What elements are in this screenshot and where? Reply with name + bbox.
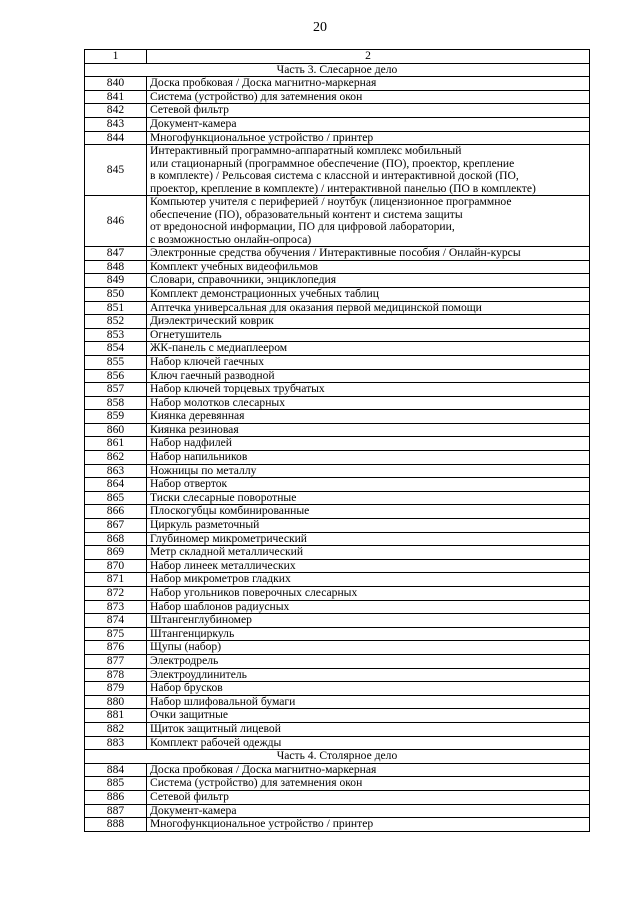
item-name-line: Комплект демонстрационных учебных таблиц (150, 287, 379, 300)
item-name-line: Плоскогубцы комбинированные (150, 504, 310, 518)
item-name-line: Очки защитные (150, 708, 229, 722)
item-number: 853 (85, 328, 147, 342)
item-name (147, 369, 590, 383)
table-row (85, 478, 590, 492)
item-name (147, 763, 590, 777)
item-name-line: Диэлектрический коврик (150, 314, 274, 328)
table-row (85, 532, 590, 546)
table-row (85, 464, 590, 478)
item-name (147, 451, 590, 465)
table-row (85, 709, 590, 723)
table-row (85, 668, 590, 682)
item-name-line: Электроудлинитель (150, 668, 247, 681)
item-name-line: Электронные средства обучения / Интерактивные пособия / Онлайн-курсы (150, 246, 521, 260)
table-row (85, 804, 590, 818)
item-name-line: Многофункциональное устройство / принтер (150, 131, 374, 144)
table-row (85, 196, 590, 247)
item-name (147, 104, 590, 118)
item-name (147, 519, 590, 533)
item-name (147, 695, 590, 709)
item-name (147, 559, 590, 573)
item-name-line: Набор напильников (150, 450, 248, 464)
item-name (147, 736, 590, 750)
table-row (85, 519, 590, 533)
section-row (85, 750, 590, 764)
item-number: 877 (85, 654, 147, 668)
item-name (147, 600, 590, 614)
item-name (147, 396, 590, 410)
table-row (85, 505, 590, 519)
item-number: 881 (85, 709, 147, 723)
item-name (147, 818, 590, 832)
item-name-line: Интерактивный программно-аппаратный комплекс мобильный (150, 144, 462, 158)
item-name (147, 423, 590, 437)
table-row (85, 301, 590, 315)
table-row (85, 451, 590, 465)
item-name-line: Комплект рабочей одежды (150, 736, 282, 749)
item-name-line: Компьютер учителя с периферией / ноутбук (лицензионное программное (150, 195, 512, 209)
item-name (147, 260, 590, 274)
item-name-line: Аптечка универсальная для оказания первой медицинской помощи (150, 301, 482, 314)
section-row (85, 63, 590, 77)
item-number: 846 (85, 196, 147, 247)
item-name (147, 437, 590, 451)
item-number: 848 (85, 260, 147, 274)
table-row (85, 546, 590, 560)
item-number: 859 (85, 410, 147, 424)
item-name-line: Многофункциональное устройство / принтер (150, 817, 374, 831)
item-name (147, 804, 590, 818)
item-number: 882 (85, 722, 147, 736)
item-name-line: Циркуль разметочный (150, 518, 260, 532)
item-number: 885 (85, 777, 147, 791)
item-name-line: Набор молотков слесарных (150, 396, 285, 409)
item-name-line: с возможностью онлайн-опроса) (150, 232, 312, 246)
item-name (147, 247, 590, 261)
item-name-line: Набор микрометров гладких (150, 572, 291, 586)
item-name-line: Набор угольников поверочных слесарных (150, 586, 358, 599)
item-number: 876 (85, 641, 147, 655)
item-name (147, 573, 590, 587)
item-name (147, 355, 590, 369)
table-row (85, 410, 590, 424)
table-row (85, 736, 590, 750)
item-name (147, 274, 590, 288)
item-name-line: ЖК-панель с медиаплеером (150, 341, 288, 355)
section-title: Часть 3. Слесарное дело (85, 63, 590, 77)
item-number: 850 (85, 287, 147, 301)
table-row (85, 287, 590, 301)
equipment-table-body (85, 50, 590, 832)
table-row (85, 627, 590, 641)
table-row (85, 763, 590, 777)
item-number: 841 (85, 90, 147, 104)
item-name-line: Набор ключей гаечных (150, 355, 265, 368)
item-name-line: Доска пробковая / Доска магнитно-маркерная (150, 76, 377, 90)
item-number: 884 (85, 763, 147, 777)
item-number: 869 (85, 546, 147, 560)
item-name-line: Киянка резиновая (150, 423, 239, 436)
item-name (147, 587, 590, 601)
item-number: 852 (85, 315, 147, 329)
item-name-line: Киянка деревянная (150, 409, 245, 423)
item-name-line: Набор отверток (150, 477, 228, 491)
table-row (85, 117, 590, 131)
item-number: 843 (85, 117, 147, 131)
item-name (147, 410, 590, 424)
item-name (147, 682, 590, 696)
item-name (147, 464, 590, 478)
item-name-line: Система (устройство) для затемнения окон (150, 776, 363, 790)
table-row (85, 573, 590, 587)
table-row (85, 396, 590, 410)
item-name (147, 315, 590, 329)
item-number: 854 (85, 342, 147, 356)
table-row (85, 383, 590, 397)
item-number: 883 (85, 736, 147, 750)
item-name (147, 196, 590, 247)
item-number: 842 (85, 104, 147, 118)
item-name (147, 383, 590, 397)
item-number: 847 (85, 247, 147, 261)
item-name-line: Документ-камера (150, 804, 237, 817)
item-number: 862 (85, 451, 147, 465)
table-row (85, 274, 590, 288)
table-row (85, 654, 590, 668)
item-name (147, 145, 590, 196)
item-name-line: Доска пробковая / Доска магнитно-маркерная (150, 763, 377, 776)
item-name (147, 505, 590, 519)
table-row (85, 104, 590, 118)
item-number: 870 (85, 559, 147, 573)
item-name (147, 328, 590, 342)
item-name (147, 654, 590, 668)
item-number: 865 (85, 491, 147, 505)
item-name-line: Система (устройство) для затемнения окон (150, 90, 363, 103)
item-name-line: Сетевой фильтр (150, 103, 229, 117)
item-name-line: Набор надфилей (150, 436, 233, 450)
item-name (147, 90, 590, 104)
equipment-table (84, 49, 590, 832)
item-number: 868 (85, 532, 147, 546)
item-name-line: или стационарный (программное обеспечение (ПО), проектор, крепление (150, 156, 515, 170)
table-row (85, 777, 590, 791)
item-number: 858 (85, 396, 147, 410)
item-name-line: Штангенглубиномер (150, 613, 252, 627)
item-number: 873 (85, 600, 147, 614)
item-number: 849 (85, 274, 147, 288)
item-name (147, 478, 590, 492)
table-row (85, 722, 590, 736)
item-name (147, 627, 590, 641)
item-name (147, 641, 590, 655)
item-number: 888 (85, 818, 147, 832)
item-number: 871 (85, 573, 147, 587)
item-number: 857 (85, 383, 147, 397)
item-name (147, 117, 590, 131)
item-number: 861 (85, 437, 147, 451)
table-row (85, 437, 590, 451)
item-name (147, 722, 590, 736)
table-row (85, 342, 590, 356)
item-number: 867 (85, 519, 147, 533)
item-name (147, 491, 590, 505)
item-number: 855 (85, 355, 147, 369)
table-row (85, 145, 590, 196)
table-row (85, 790, 590, 804)
item-name-line: в комплекте) / Рельсовая система с классной и интерактивной доской (ПО, (150, 169, 519, 183)
table-row (85, 491, 590, 505)
table-row (85, 423, 590, 437)
item-number: 880 (85, 695, 147, 709)
item-name (147, 131, 590, 145)
item-number: 879 (85, 682, 147, 696)
item-name-line: Набор ключей торцевых трубчатых (150, 382, 325, 396)
item-number: 844 (85, 131, 147, 145)
item-name-line: Метр складной металлический (150, 545, 304, 559)
item-name-line: Набор линеек металлических (150, 559, 296, 572)
item-name-line: Набор шаблонов радиусных (150, 600, 290, 613)
item-name-line: проектор, крепление в комплекте) / интерактивной панелью (ПО в комплекте) (150, 181, 536, 195)
item-number: 851 (85, 301, 147, 315)
item-name-line: Огнетушитель (150, 328, 222, 341)
table-row (85, 600, 590, 614)
item-name-line: Словари, справочники, энциклопедия (150, 273, 337, 287)
item-name-line: Ключ гаечный разводной (150, 369, 275, 382)
item-name-line: Глубиномер микрометрический (150, 532, 308, 545)
column-header-number: 1 (85, 50, 147, 64)
item-name (147, 614, 590, 628)
item-number: 872 (85, 587, 147, 601)
item-name-line: Комплект учебных видеофильмов (150, 260, 318, 273)
table-row (85, 587, 590, 601)
column-header-name: 2 (147, 50, 590, 64)
item-name (147, 342, 590, 356)
item-name-line: обеспечение (ПО), образовательный контент и система защиты (150, 207, 463, 221)
item-name-line: Штангенциркуль (150, 627, 235, 640)
table-header-row (85, 50, 590, 64)
item-name-line: Набор брусков (150, 681, 223, 695)
table-row (85, 247, 590, 261)
table-row (85, 641, 590, 655)
item-number: 863 (85, 464, 147, 478)
item-name-line: Щупы (набор) (150, 640, 222, 654)
table-row (85, 355, 590, 369)
item-name-line: от вредоносной информации, ПО для цифровой лаборатории, (150, 220, 455, 234)
item-name (147, 301, 590, 315)
item-name-line: Тиски слесарные поворотные (150, 491, 297, 504)
table-row (85, 818, 590, 832)
table-row (85, 328, 590, 342)
item-number: 887 (85, 804, 147, 818)
item-name-line: Сетевой фильтр (150, 790, 229, 803)
item-name-line: Щиток защитный лицевой (150, 722, 281, 735)
item-name (147, 668, 590, 682)
item-number: 860 (85, 423, 147, 437)
item-name (147, 777, 590, 791)
table-row (85, 682, 590, 696)
table-row (85, 695, 590, 709)
table-row (85, 369, 590, 383)
table-row (85, 77, 590, 91)
table-row (85, 614, 590, 628)
item-number: 886 (85, 790, 147, 804)
item-name-line: Электродрель (150, 654, 219, 667)
item-number: 864 (85, 478, 147, 492)
table-row (85, 90, 590, 104)
table-row (85, 260, 590, 274)
table-row (85, 315, 590, 329)
item-name-line: Набор шлифовальной бумаги (150, 695, 296, 708)
item-name-line: Ножницы по металлу (150, 464, 257, 477)
item-name (147, 287, 590, 301)
item-name (147, 532, 590, 546)
section-title: Часть 4. Столярное дело (85, 750, 590, 764)
item-number: 875 (85, 627, 147, 641)
item-number: 856 (85, 369, 147, 383)
table-row (85, 559, 590, 573)
item-number: 874 (85, 614, 147, 628)
item-name (147, 77, 590, 91)
item-name-line: Документ-камера (150, 117, 237, 130)
item-name (147, 709, 590, 723)
item-name (147, 546, 590, 560)
item-number: 878 (85, 668, 147, 682)
item-name (147, 790, 590, 804)
page-number: 20 (313, 20, 327, 35)
table-row (85, 131, 590, 145)
item-number: 866 (85, 505, 147, 519)
item-number: 840 (85, 77, 147, 91)
item-number: 845 (85, 145, 147, 196)
